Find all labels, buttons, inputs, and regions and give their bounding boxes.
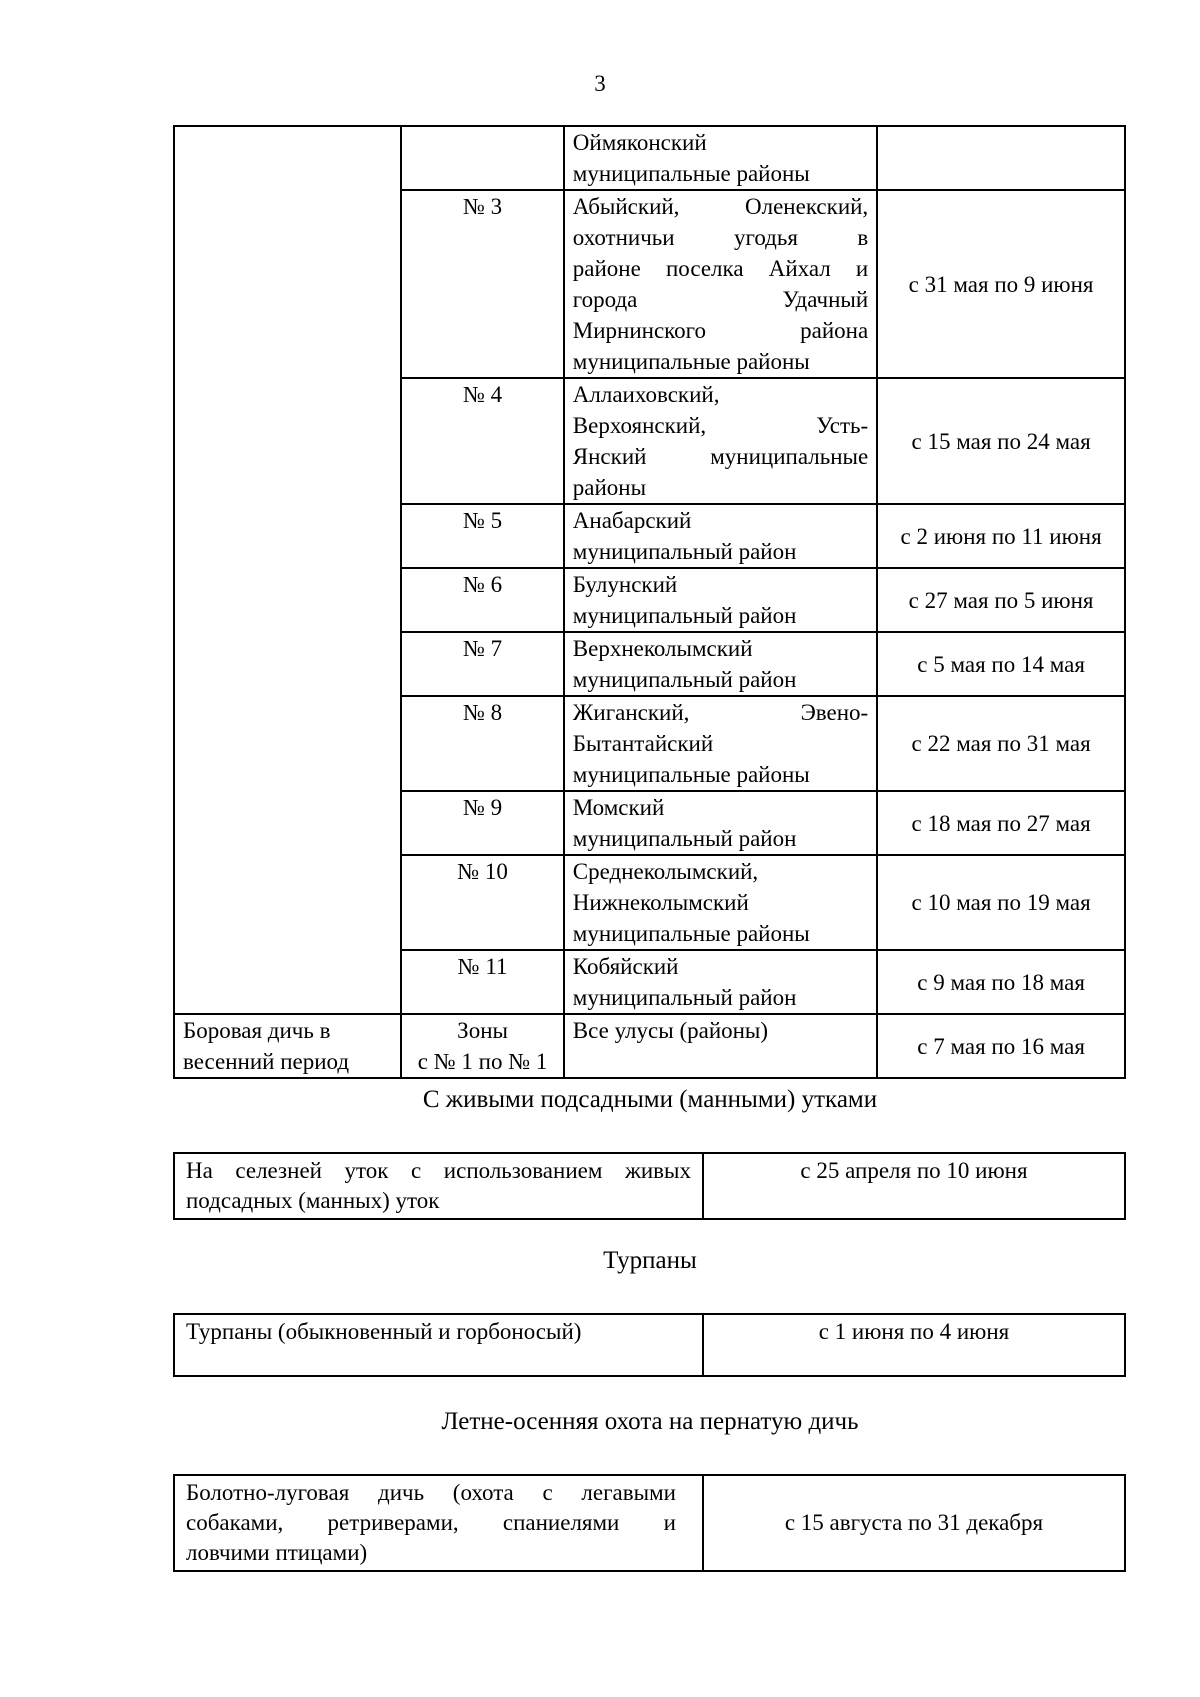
table-row	[174, 1314, 1125, 1376]
region-line: Жиганский, Эвено-	[572, 700, 869, 725]
zone-cell: № 8	[401, 696, 563, 791]
category-line: весенний период	[183, 1049, 350, 1074]
description-line: На селезней уток с использованием живых	[186, 1158, 691, 1183]
zone-cell: № 9	[401, 791, 563, 855]
regions-cell	[564, 504, 877, 568]
region-line: районы	[572, 475, 647, 500]
table-row	[174, 126, 1125, 190]
regions-cell	[564, 378, 877, 504]
region-line: Верхнеколымский	[572, 636, 753, 661]
scoters-table	[173, 1313, 1126, 1377]
description-line: Болотно-луговая дичь (охота с легавыми	[186, 1480, 676, 1505]
region-line: муниципальные районы	[572, 762, 810, 787]
region-line: Верхоянский, Усть-	[572, 413, 869, 438]
region-line: охотничьи угодья в	[572, 225, 869, 250]
zone-cell: № 10	[401, 855, 563, 950]
summer-autumn-table	[173, 1474, 1126, 1572]
zone-cell: № 3	[401, 190, 563, 378]
region-line: Все улусы (районы)	[572, 1018, 769, 1043]
region-line: муниципальные районы	[572, 161, 810, 186]
zone-cell: № 5	[401, 504, 563, 568]
regions-cell	[564, 950, 877, 1014]
zone-cell	[401, 126, 563, 190]
region-line: муниципальный район	[572, 667, 797, 692]
region-line: Среднеколымский,	[572, 859, 759, 884]
zone-cell: № 7	[401, 632, 563, 696]
period-cell: с 27 мая по 5 июня	[877, 568, 1125, 632]
description-cell	[174, 1153, 703, 1219]
region-line: города Удачный	[572, 287, 869, 312]
description-line: Турпаны (обыкновенный и горбоносый)	[186, 1319, 582, 1344]
period-cell: с 2 июня по 11 июня	[877, 504, 1125, 568]
description-cell	[174, 1314, 703, 1376]
zone-cell: № 6	[401, 568, 563, 632]
description-line: ловчими птицами)	[186, 1540, 368, 1565]
period-cell: с 25 апреля по 10 июня	[703, 1153, 1125, 1219]
period-cell: с 9 мая по 18 мая	[877, 950, 1125, 1014]
region-line: Момский	[572, 795, 665, 820]
regions-cell	[564, 791, 877, 855]
regions-cell	[564, 696, 877, 791]
region-line: Оймяконский	[572, 130, 707, 155]
zone-line: с № 1 по № 1	[417, 1049, 548, 1074]
period-cell: с 10 мая по 19 мая	[877, 855, 1125, 950]
table-row	[174, 1475, 1125, 1571]
regions-cell	[564, 855, 877, 950]
section-heading: С живыми подсадными (манными) утками	[422, 1086, 878, 1113]
page-number: 3	[594, 71, 606, 96]
regions-cell	[564, 126, 877, 190]
description-line: собаками, ретриверами, спаниелями и	[186, 1510, 676, 1535]
decoy-ducks-table	[173, 1152, 1126, 1220]
region-line: Булунский	[572, 572, 678, 597]
region-line: муниципальный район	[572, 539, 797, 564]
period-cell: с 15 мая по 24 мая	[877, 378, 1125, 504]
region-line: Мирнинского района	[572, 318, 869, 343]
regions-cell	[564, 1014, 877, 1078]
region-line: Кобяйский	[572, 954, 679, 979]
period-cell: с 15 августа по 31 декабря	[703, 1475, 1125, 1571]
region-line: муниципальные районы	[572, 921, 810, 946]
section-heading: Летне-осенняя охота на пернатую дичь	[441, 1408, 859, 1435]
region-line: Бытантайский	[572, 731, 714, 756]
period-cell	[877, 126, 1125, 190]
period-cell: с 1 июня по 4 июня	[703, 1314, 1125, 1376]
period-cell: с 22 мая по 31 мая	[877, 696, 1125, 791]
regions-cell	[564, 632, 877, 696]
region-line: муниципальный район	[572, 826, 797, 851]
description-line: подсадных (манных) уток	[186, 1188, 440, 1213]
region-line: Абыйский, Оленекский,	[572, 194, 869, 219]
regions-cell	[564, 568, 877, 632]
region-line: Янский муниципальные	[572, 444, 869, 469]
description-cell	[174, 1475, 703, 1571]
period-cell: с 7 мая по 16 мая	[877, 1014, 1125, 1078]
region-line: муниципальный район	[572, 603, 797, 628]
zone-line: Зоны	[457, 1018, 508, 1043]
hunting-zones-table	[173, 125, 1126, 1079]
region-line: Анабарский	[572, 508, 692, 533]
table-row	[174, 1014, 1125, 1078]
zone-cell: № 11	[401, 950, 563, 1014]
zone-cell	[401, 1014, 563, 1078]
category-line: Боровая дичь в	[183, 1018, 331, 1043]
category-cell	[174, 126, 401, 1014]
period-cell: с 5 мая по 14 мая	[877, 632, 1125, 696]
table-row	[174, 1153, 1125, 1219]
section-heading: Турпаны	[603, 1247, 697, 1274]
zone-cell: № 4	[401, 378, 563, 504]
regions-cell	[564, 190, 877, 378]
region-line: районе поселка Айхал и	[572, 256, 869, 281]
region-line: муниципальный район	[572, 985, 797, 1010]
region-line: Аллаиховский,	[572, 382, 720, 407]
period-cell: с 18 мая по 27 мая	[877, 791, 1125, 855]
region-line: Нижнеколымский	[572, 890, 749, 915]
category-cell	[174, 1014, 401, 1078]
period-cell: с 31 мая по 9 июня	[877, 190, 1125, 378]
region-line: муниципальные районы	[572, 349, 810, 374]
